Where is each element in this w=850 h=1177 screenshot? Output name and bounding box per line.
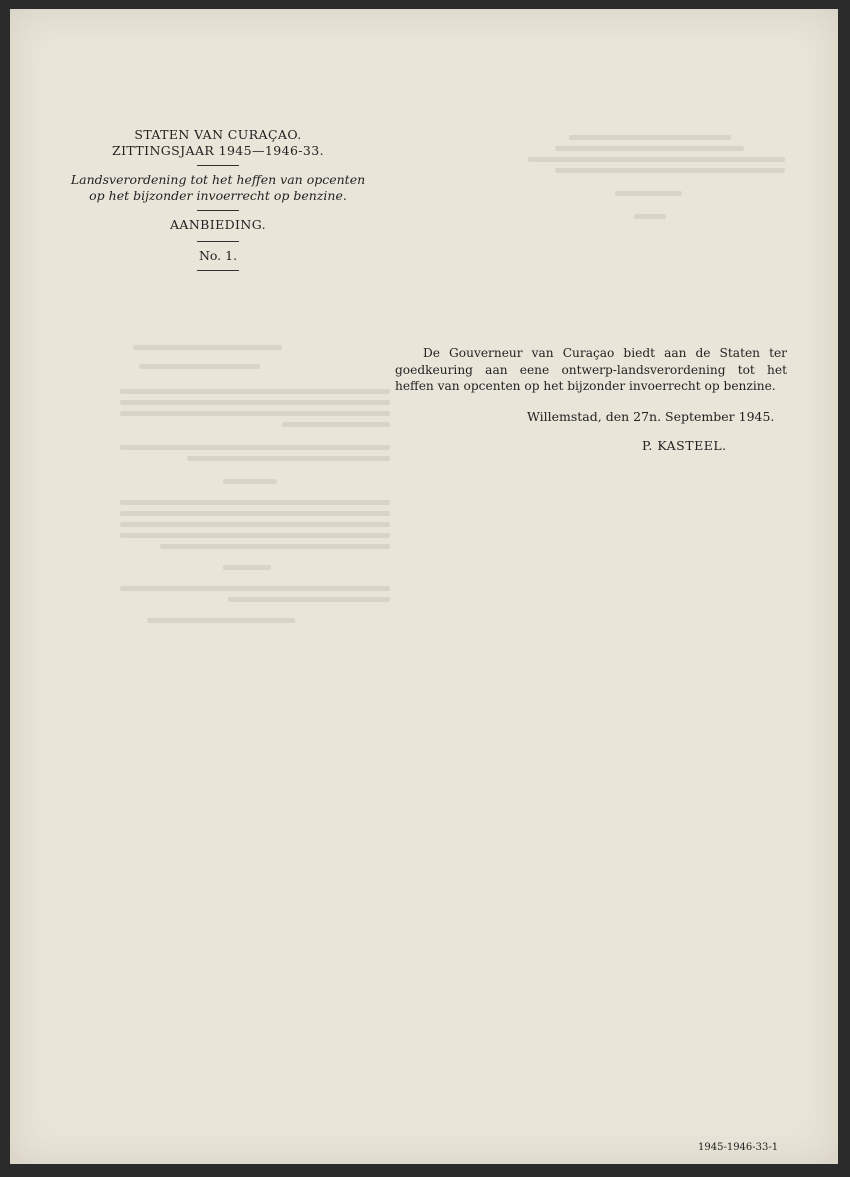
document-number-label: No. 1. [198, 248, 238, 263]
bleed-through-left [120, 339, 390, 629]
bleed-through-right [515, 129, 785, 225]
document-header [68, 127, 368, 277]
document-page [10, 9, 838, 1164]
number-divider [197, 270, 239, 271]
session-year: ZITTINGSJAAR 1945—1946-33. [111, 143, 325, 158]
type-divider [197, 241, 239, 242]
footer-document-number: 1945-1946-33-1 [698, 1142, 779, 1153]
offer-paragraph: De Gouverneur van Curaçao biedt aan de Staten ter goedkeuring aan eene ontwerp-landsverordening tot het heffen van opcenten op het bijzonder invoerrecht op benzine. [395, 346, 787, 393]
ordinance-title-line1: Landsverordening tot het heffen van opcenten [70, 172, 366, 187]
offer-paragraph-block [395, 345, 787, 395]
place-date: Willemstad, den 27n. September 1945. [527, 409, 775, 424]
document-type: AANBIEDING. [169, 217, 267, 232]
assembly-title: STATEN VAN CURAÇAO. [134, 127, 302, 142]
ordinance-title-line2: op het bijzonder invoerrecht op benzine. [89, 188, 347, 203]
header-divider [197, 165, 239, 166]
signatory: P. KASTEEL. [642, 438, 727, 453]
subtitle-divider [197, 210, 239, 211]
